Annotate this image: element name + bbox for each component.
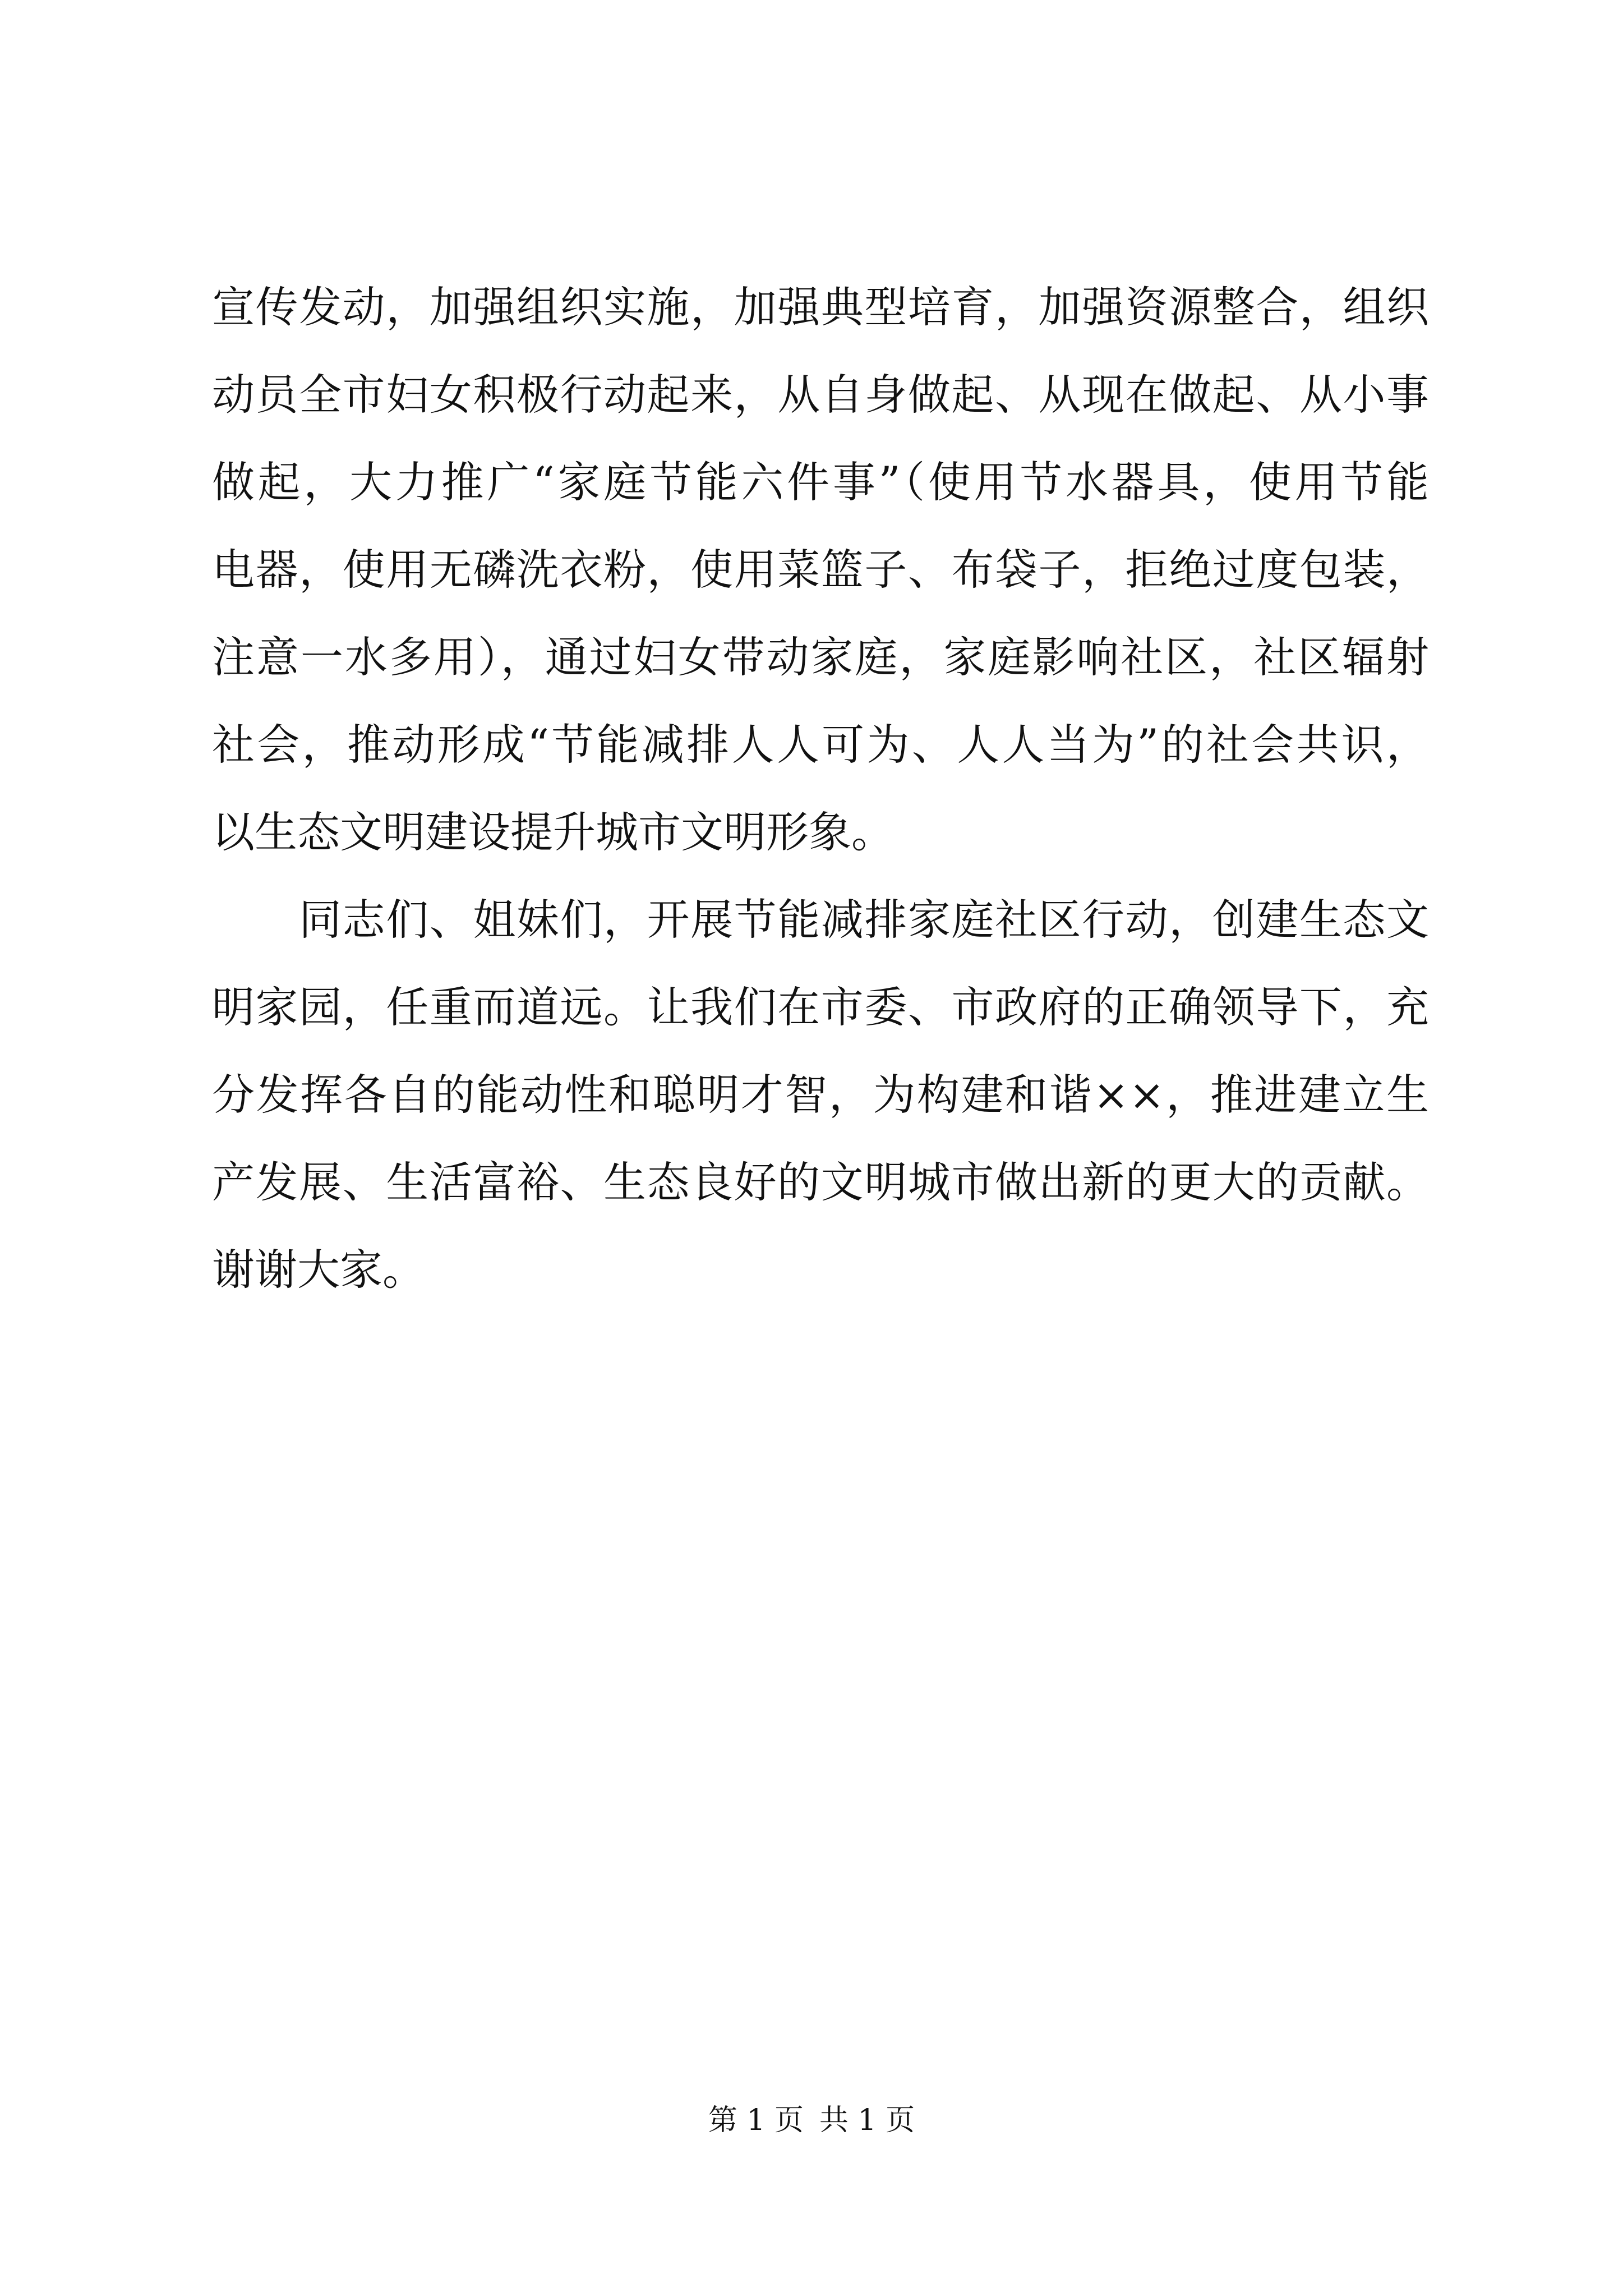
text-line: 产发展、生活富裕、生态良好的文明城市做出新的更大的贡献。 bbox=[212, 1157, 1429, 1207]
text-line: 以生态文明建设提升城市文明形象。 bbox=[212, 807, 894, 857]
text-line: 分发挥各自的能动性和聪明才智，为构建和谐××，推进建立生 bbox=[212, 1070, 1429, 1120]
text-line: 电器，使用无磷洗衣粉，使用菜篮子、布袋子，拒绝过度包装， bbox=[212, 545, 1429, 595]
text-line: 同志们、姐妹们，开展节能减排家庭社区行动，创建生态文 bbox=[212, 895, 1429, 945]
page-total: 共 1 页 bbox=[819, 2104, 915, 2137]
document-body bbox=[212, 264, 1429, 1314]
page-number: 第 1 页 bbox=[708, 2104, 804, 2137]
text-line: 明家园，任重而道远。让我们在市委、市政府的正确领导下，充 bbox=[212, 982, 1429, 1032]
text-line: 宣传发动，加强组织实施，加强典型培育，加强资源整合，组织 bbox=[212, 282, 1429, 332]
text-line: 社会，推动形成“节能减排人人可为、人人当为”的社会共识， bbox=[212, 720, 1429, 770]
text-line: 做起，大力推广“家庭节能六件事”（使用节水器具，使用节能 bbox=[212, 457, 1429, 507]
text-line: 谢谢大家。 bbox=[212, 1245, 425, 1295]
page-footer bbox=[0, 2101, 1623, 2140]
text-line: 动员全市妇女积极行动起来，从自身做起、从现在做起、从小事 bbox=[212, 370, 1429, 420]
text-line: 注意一水多用），通过妇女带动家庭，家庭影响社区，社区辐射 bbox=[212, 632, 1429, 682]
